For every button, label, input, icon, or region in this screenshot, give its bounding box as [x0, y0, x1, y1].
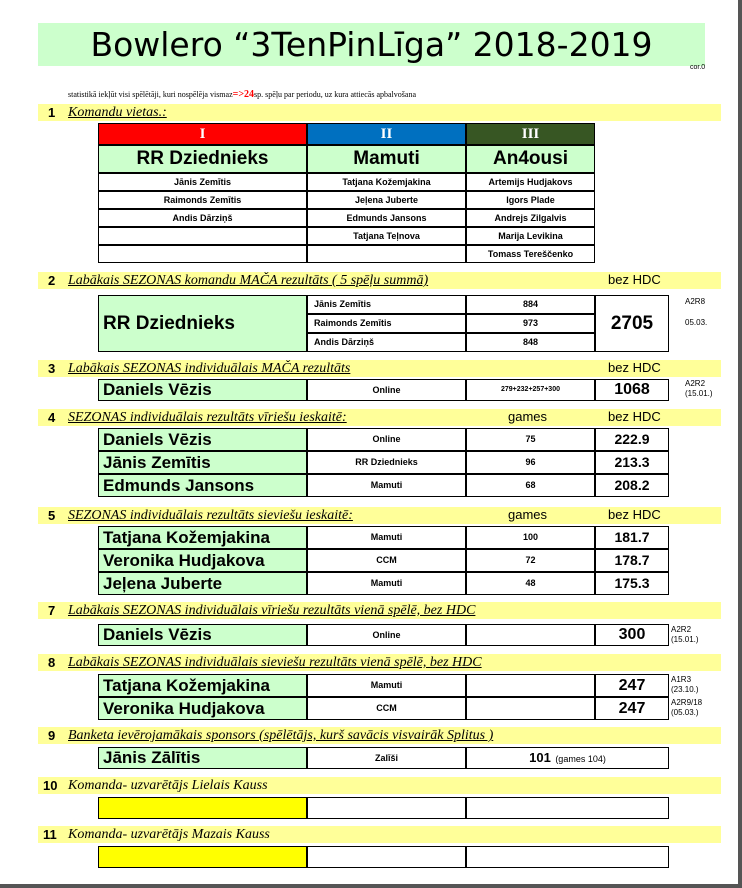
s5-player-name: Veronika Hudjakova — [98, 549, 307, 572]
section-2-header: 2 Labākais SEZONAS komandu MAČA rezultāts ( 5 spēļu summā) bez HDC — [38, 272, 721, 289]
place-member: Andrejs Zilgalvis — [466, 209, 595, 227]
s2-total: 2705 — [595, 295, 669, 352]
s2-member-score: 973 — [466, 314, 595, 333]
s5-player-team: CCM — [307, 549, 466, 572]
s3-note-round: A2R2 — [685, 379, 706, 388]
s4-player-team: Mamuti — [307, 474, 466, 497]
version-label: cor.0 — [690, 64, 706, 71]
s2-note-date: 05.03. — [685, 318, 708, 327]
s3-score: 1068 — [595, 379, 669, 401]
s4-player-team: Online — [307, 428, 466, 451]
s11-winner-team — [98, 846, 307, 868]
s7-empty — [466, 624, 595, 646]
section-4-header: 4 SEZONAS individuālais rezultāts vīriešu ieskaitē: games bez HDC — [38, 409, 721, 426]
s10-empty-2 — [466, 797, 669, 819]
section-10-header: 10 Komanda- uzvarētājs Lielais Kauss — [38, 777, 721, 794]
s8-empty-cell — [466, 674, 595, 697]
s9-split-count: 101 — [529, 750, 551, 765]
s4-player-games: 75 — [466, 428, 595, 451]
s2-team: RR Dziednieks — [98, 295, 307, 352]
s2-member-name: Jānis Zemītis — [307, 295, 466, 314]
s3-note-date: (15.01.) — [685, 389, 713, 398]
place-member: Jānis Zemītis — [98, 173, 307, 191]
s8-note-round: A1R3 — [671, 675, 692, 684]
s3-games: 279+232+257+300 — [466, 379, 595, 401]
s5-player-name: Jeļena Juberte — [98, 572, 307, 595]
place-rank-header: III — [466, 123, 595, 145]
s3-team: Online — [307, 379, 466, 401]
s9-splits — [466, 747, 669, 769]
s11-empty-1 — [307, 846, 466, 868]
s7-team: Online — [307, 624, 466, 646]
s4-player-average: 222.9 — [595, 428, 669, 451]
section-5-header: 5 SEZONAS individuālais rezultāts sieviešu ieskaitē: games bez HDC — [38, 507, 721, 524]
s5-player-average: 181.7 — [595, 526, 669, 549]
s8-player-team: Mamuti — [307, 674, 466, 697]
place-member — [307, 245, 466, 263]
s8-note-date: (05.03.) — [671, 708, 699, 717]
s10-winner-team — [98, 797, 307, 819]
s7-note-date: (15.01.) — [671, 635, 699, 644]
s2-member-name: Raimonds Zemītis — [307, 314, 466, 333]
s8-player-name: Veronika Hudjakova — [98, 697, 307, 720]
section-8-header: 8 Labākais SEZONAS individuālais sieviešu rezultāts vienā spēlē, bez HDC — [38, 654, 721, 671]
s8-player-name: Tatjana Kožemjakina — [98, 674, 307, 697]
s8-empty-cell — [466, 697, 595, 720]
s4-player-average: 208.2 — [595, 474, 669, 497]
place-member: Tatjana Kožemjakina — [307, 173, 466, 191]
place-member: Artemijs Hudjakovs — [466, 173, 595, 191]
page-title: Bowlero “3TenPinLīga” 2018-2019 — [38, 23, 705, 66]
place-member: Igors Plade — [466, 191, 595, 209]
section-1-header: 1 Komandu vietas.: — [38, 104, 721, 121]
place-member: Raimonds Zemītis — [98, 191, 307, 209]
statistics-note: statistikā iekļūt visi spēlētāji, kuri nospēlēja vismaz=>24sp. spēļu par periodu, uz kura attiecās apbalvošana — [68, 89, 416, 100]
place-team-name: Mamuti — [307, 145, 466, 173]
s11-empty-2 — [466, 846, 669, 868]
place-member: Jeļena Juberte — [307, 191, 466, 209]
s4-player-name: Jānis Zemītis — [98, 451, 307, 474]
s5-player-team: Mamuti — [307, 572, 466, 595]
place-member: Tomass Tereščenko — [466, 245, 595, 263]
s4-player-average: 213.3 — [595, 451, 669, 474]
place-rank-header: II — [307, 123, 466, 145]
place-member: Marija Levikina — [466, 227, 595, 245]
s5-player-games: 48 — [466, 572, 595, 595]
place-team-name: An4ousi — [466, 145, 595, 173]
s5-player-games: 72 — [466, 549, 595, 572]
place-member — [98, 245, 307, 263]
s7-score: 300 — [595, 624, 669, 646]
s8-player-score: 247 — [595, 674, 669, 697]
s8-note-round: A2R9/18 — [671, 698, 703, 707]
s5-player-name: Tatjana Kožemjakina — [98, 526, 307, 549]
s9-games: (games 104) — [555, 754, 606, 764]
s10-empty-1 — [307, 797, 466, 819]
s5-player-games: 100 — [466, 526, 595, 549]
s3-name: Daniels Vēzis — [98, 379, 307, 401]
s9-team: Zalīši — [307, 747, 466, 769]
s5-player-average: 175.3 — [595, 572, 669, 595]
place-member: Andis Dārziņš — [98, 209, 307, 227]
s5-player-average: 178.7 — [595, 549, 669, 572]
s4-player-team: RR Dziednieks — [307, 451, 466, 474]
s5-player-team: Mamuti — [307, 526, 466, 549]
section-11-header: 11 Komanda- uzvarētājs Mazais Kauss — [38, 826, 721, 843]
section-7-header: 7 Labākais SEZONAS individuālais vīriešu rezultāts vienā spēlē, bez HDC — [38, 602, 721, 619]
s9-name: Jānis Zālītis — [98, 747, 307, 769]
s2-note-round: A2R8 — [685, 297, 706, 306]
s8-player-team: CCM — [307, 697, 466, 720]
section-3-header: 3 Labākais SEZONAS individuālais MAČA rezultāts bez HDC — [38, 360, 721, 377]
s7-note-round: A2R2 — [671, 625, 692, 634]
place-member — [98, 227, 307, 245]
place-rank-header: I — [98, 123, 307, 145]
s4-player-name: Daniels Vēzis — [98, 428, 307, 451]
place-member: Tatjana Teļnova — [307, 227, 466, 245]
s2-member-score: 848 — [466, 333, 595, 352]
s4-player-games: 68 — [466, 474, 595, 497]
s4-player-games: 96 — [466, 451, 595, 474]
s8-player-score: 247 — [595, 697, 669, 720]
s2-member-score: 884 — [466, 295, 595, 314]
s2-member-name: Andis Dārziņš — [307, 333, 466, 352]
s4-player-name: Edmunds Jansons — [98, 474, 307, 497]
s7-name: Daniels Vēzis — [98, 624, 307, 646]
s8-note-date: (23.10.) — [671, 685, 699, 694]
place-member: Edmunds Jansons — [307, 209, 466, 227]
section-9-header: 9 Banketa ievērojamākais sponsors (spēlētājs, kurš savācis visvairāk Splitus ) — [38, 727, 721, 744]
place-team-name: RR Dziednieks — [98, 145, 307, 173]
